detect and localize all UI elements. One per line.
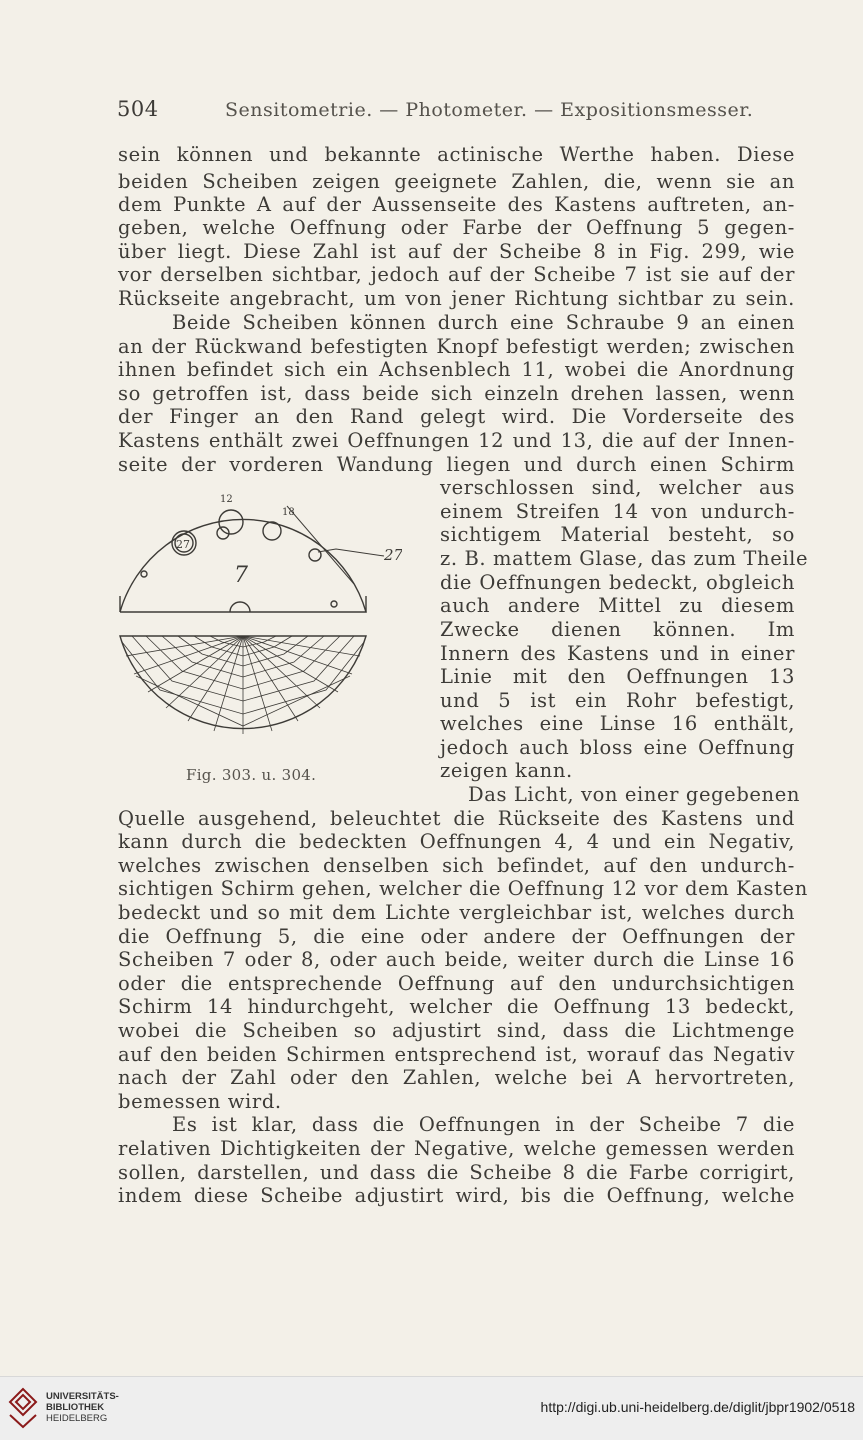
text-line: wobei die Scheiben so adjustirt sind, dass die Lichtmenge <box>118 1019 795 1042</box>
page-header <box>117 97 797 127</box>
text-line: Rückseite angebracht, um von jener Richtung sichtbar zu sein. <box>118 287 795 310</box>
text-line: beiden Scheiben zeigen geeignete Zahlen, die, wenn sie an <box>118 170 795 193</box>
text-line: verschlossen sind, welcher aus <box>440 476 795 499</box>
page-number: 504 <box>117 97 159 121</box>
text-line: sichtigem Material besteht, so <box>440 523 795 546</box>
text-line: so getroffen ist, dass beide sich einzeln drehen lassen, wenn <box>118 382 795 405</box>
text-line: bemessen wird. <box>118 1090 282 1113</box>
text-line: die Oeffnung 5, die eine oder andere der Oeffnungen der <box>118 925 795 948</box>
text-line: relativen Dichtigkeiten der Negative, welche gemessen werden <box>118 1137 795 1160</box>
permalink-url[interactable]: http://digi.ub.uni-heidelberg.de/diglit/jbpr1902/0518 <box>540 1399 855 1415</box>
disc-illustration <box>112 486 402 776</box>
figure-label-18: 18 <box>282 507 295 518</box>
text-line: oder die entsprechende Oeffnung auf den undurchsichtigen <box>118 972 795 995</box>
figure-label-12: 12 <box>220 494 233 505</box>
text-line: die Oeffnungen bedeckt, obgleich <box>440 571 795 594</box>
text-line: sichtigen Schirm gehen, welcher die Oeffnung 12 vor dem Kasten <box>118 877 808 900</box>
text-line: nach der Zahl oder den Zahlen, welche bei A hervortreten, <box>118 1066 795 1089</box>
text-line: der Finger an den Rand gelegt wird. Die Vorderseite des <box>118 405 795 428</box>
text-line: bedeckt und so mit dem Lichte vergleichbar ist, welches durch <box>118 901 795 924</box>
text-line: sollen, darstellen, und dass die Scheibe 8 die Farbe corrigirt, <box>118 1161 795 1184</box>
text-line: Das Licht, von einer gegebenen <box>468 783 800 806</box>
text-line: dem Punkte A auf der Aussenseite des Kastens auftreten, an- <box>118 193 795 216</box>
text-line: Es ist klar, dass die Oeffnungen in der Scheibe 7 die <box>172 1113 795 1136</box>
library-footer <box>0 1376 863 1440</box>
text-line: ihnen befindet sich ein Achsenblech 11, wobei die Anordnung <box>118 358 795 381</box>
text-line: und 5 ist ein Rohr befestigt, <box>440 689 795 712</box>
text-line: geben, welche Oeffnung oder Farbe der Oeffnung 5 gegen- <box>118 216 795 239</box>
text-line: Kastens enthält zwei Oeffnungen 12 und 13, die auf der Innen- <box>118 429 795 452</box>
text-line: Zwecke dienen können. Im <box>440 618 795 641</box>
text-line: auch andere Mittel zu diesem <box>440 594 795 617</box>
library-name-line: UNIVERSITÄTS- <box>46 1391 119 1402</box>
text-line: indem diese Scheibe adjustirt wird, bis die Oeffnung, welche <box>118 1184 795 1207</box>
library-logo-icon <box>8 1387 38 1429</box>
text-line: sein können und bekannte actinische Werthe haben. Diese <box>118 143 795 166</box>
text-line: Linie mit den Oeffnungen 13 <box>440 665 795 688</box>
figure-caption: Fig. 303. u. 304. <box>186 766 317 784</box>
text-line: seite der vorderen Wandung liegen und durch einen Schirm <box>118 453 795 476</box>
figure-303-304 <box>112 486 402 776</box>
text-line: z. B. mattem Glase, das zum Theile <box>440 547 809 570</box>
running-title: Sensitometrie. — Photometer. — Expositionsmesser. <box>225 99 754 121</box>
text-line: welches eine Linse 16 enthält, <box>440 712 795 735</box>
text-line: Scheiben 7 oder 8, oder auch beide, weiter durch die Linse 16 <box>118 948 795 971</box>
library-name-line: BIBLIOTHEK <box>46 1402 105 1413</box>
text-line: einem Streifen 14 von undurch- <box>440 500 795 523</box>
library-name-line: HEIDELBERG <box>46 1413 108 1424</box>
text-line: Beide Scheiben können durch eine Schraube 9 an einen <box>172 311 795 334</box>
text-line: zeigen kann. <box>440 759 573 782</box>
text-line: an der Rückwand befestigten Knopf befestigt werden; zwischen <box>118 335 795 358</box>
text-line: Quelle ausgehend, beleuchtet die Rückseite des Kastens und <box>118 807 795 830</box>
text-line: Schirm 14 hindurchgeht, welcher die Oeffnung 13 bedeckt, <box>118 995 795 1018</box>
text-line: jedoch auch bloss eine Oeffnung <box>440 736 795 759</box>
text-line: vor derselben sichtbar, jedoch auf der Scheibe 7 ist sie auf der <box>118 263 795 286</box>
figure-label-27: 27 <box>384 546 402 564</box>
text-line: kann durch die bedeckten Oeffnungen 4, 4 und ein Negativ, <box>118 830 795 853</box>
text-line: auf den beiden Schirmen entsprechend ist, worauf das Negativ <box>118 1043 795 1066</box>
figure-label-circled-27: 27 <box>176 538 190 551</box>
figure-label-7: 7 <box>234 563 248 588</box>
library-name <box>46 1391 119 1424</box>
text-line: über liegt. Diese Zahl ist auf der Scheibe 8 in Fig. 299, wie <box>118 240 795 263</box>
text-line: Innern des Kastens und in einer <box>440 642 795 665</box>
text-line: welches zwischen denselben sich befindet, auf den undurch- <box>118 854 795 877</box>
